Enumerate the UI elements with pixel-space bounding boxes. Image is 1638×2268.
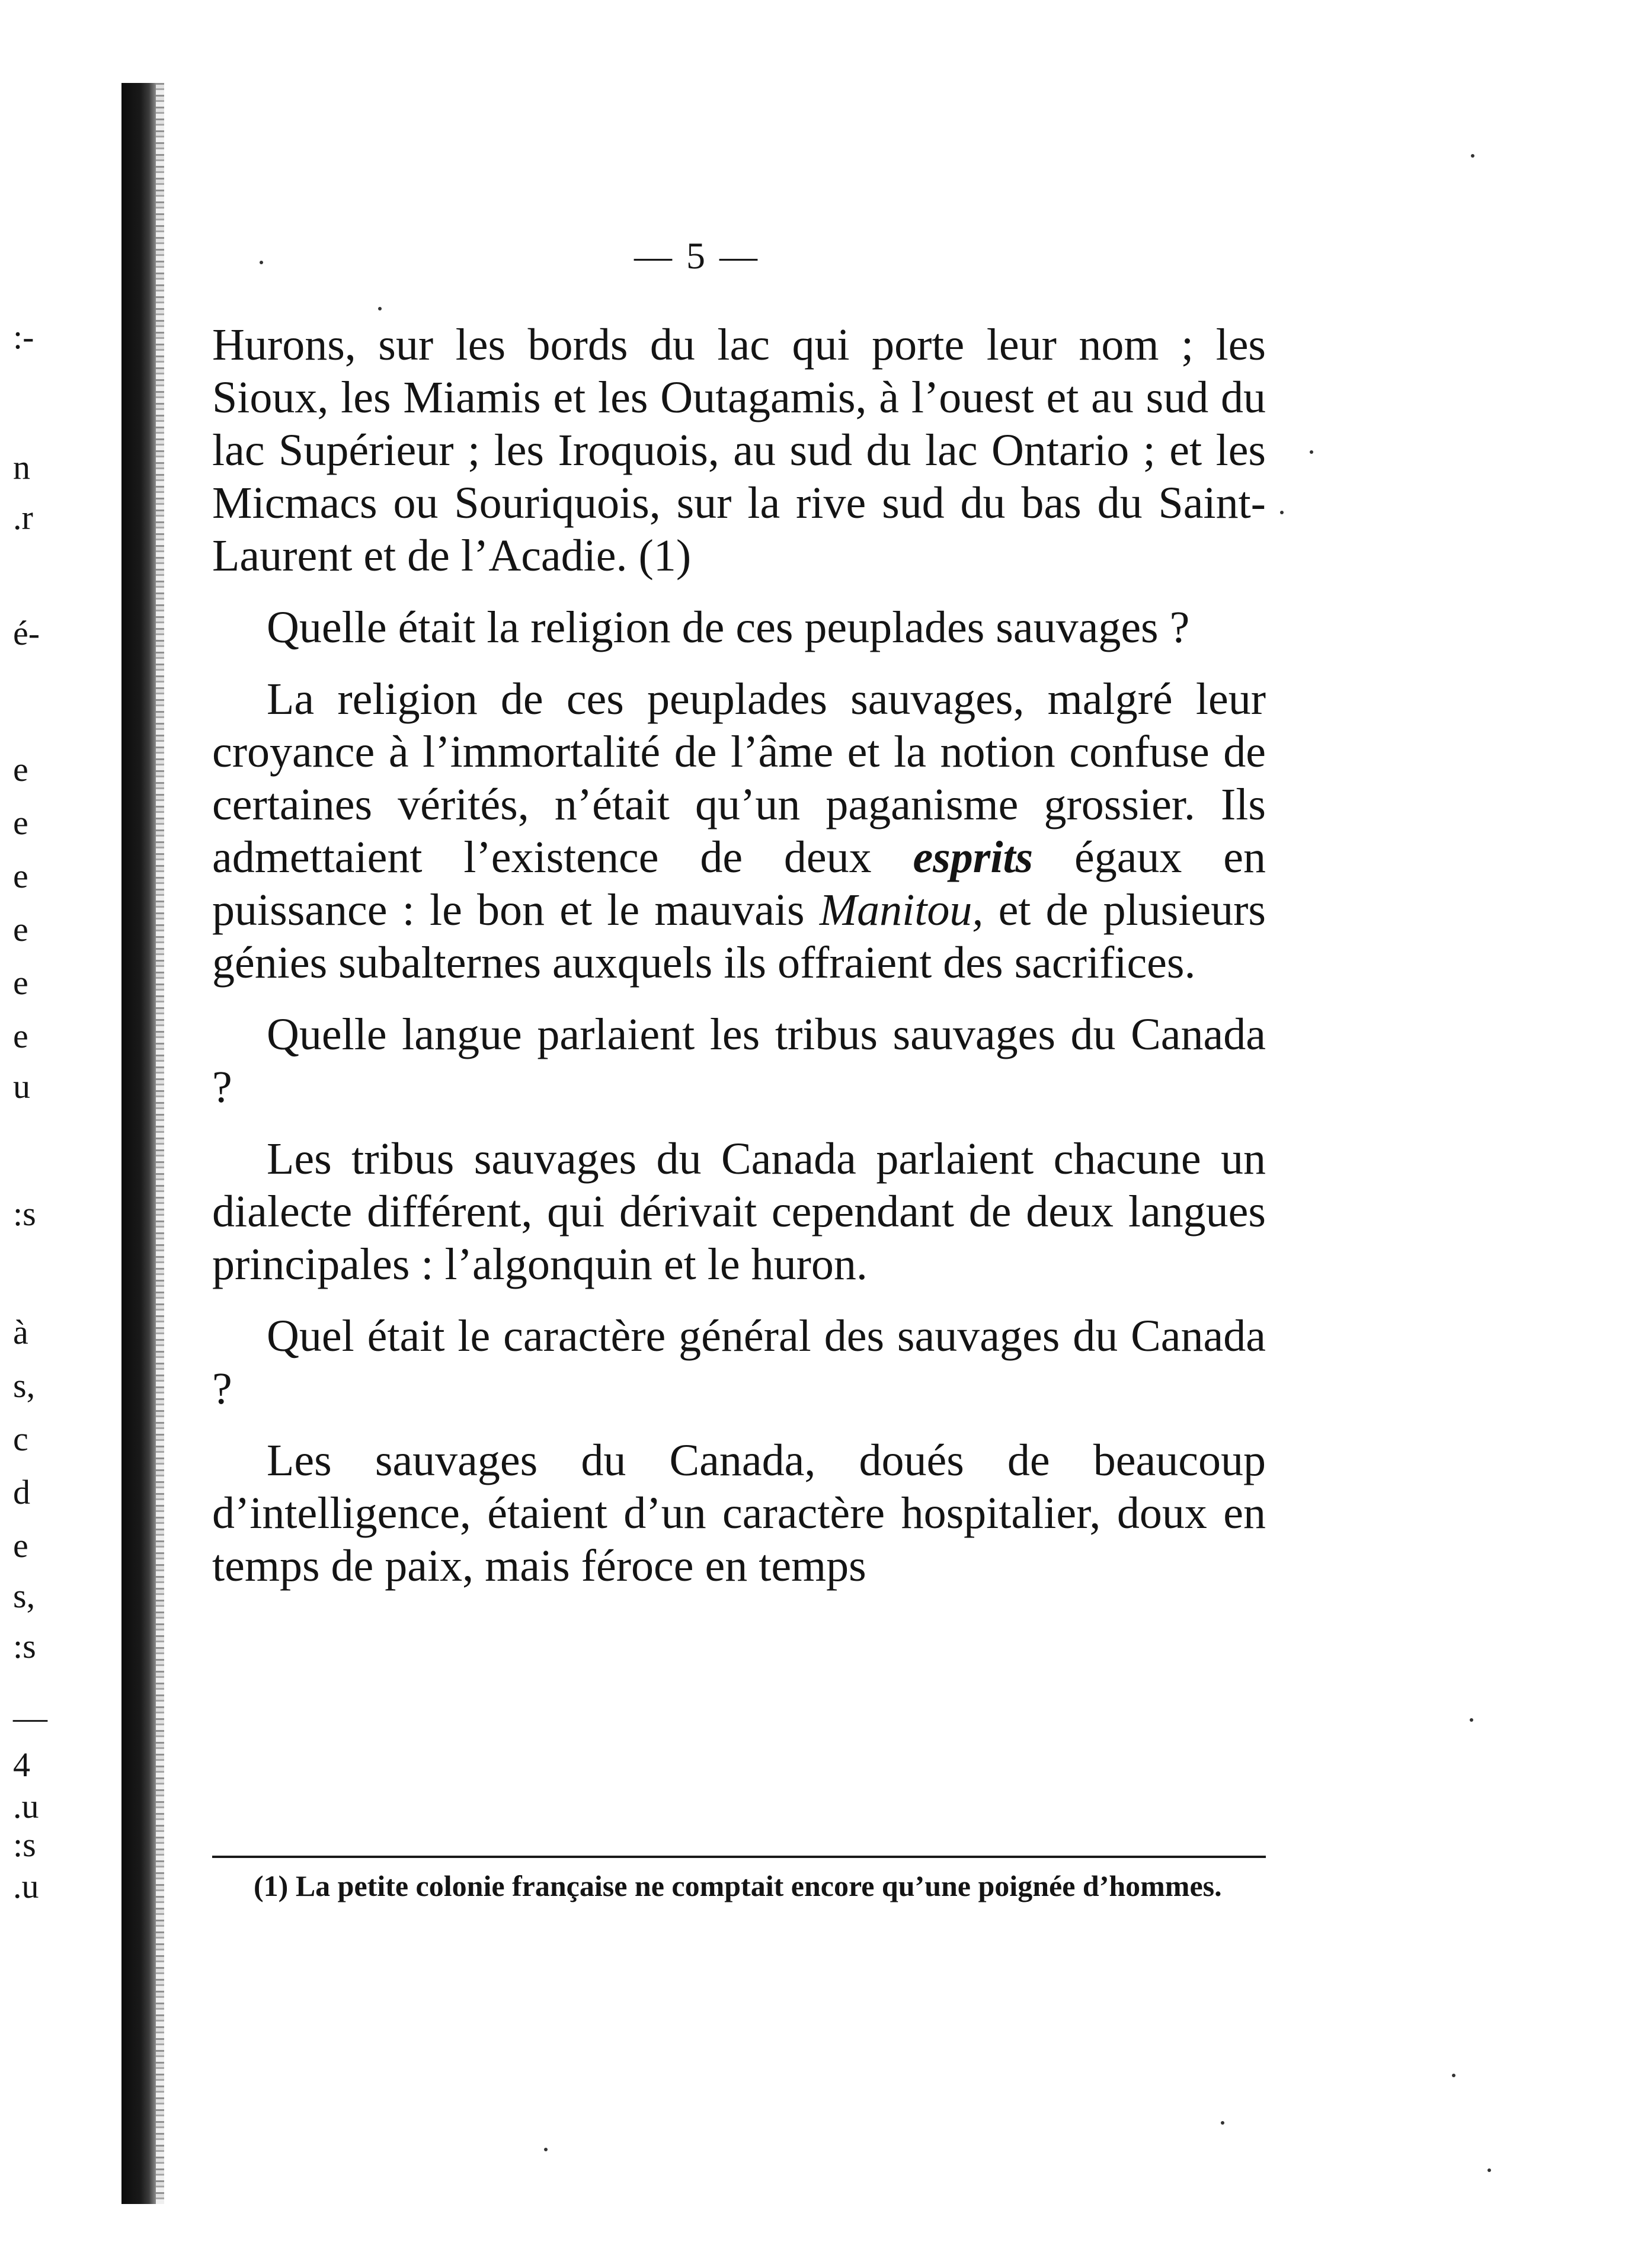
facing-page-fragments bbox=[0, 0, 113, 2268]
fragment: :- bbox=[13, 318, 34, 356]
footnote-marker: (1) bbox=[254, 1869, 289, 1902]
speck bbox=[544, 2148, 548, 2151]
question: Quelle langue parlaient les tribus sauvages du Canada ? bbox=[212, 1010, 1266, 1112]
paragraph-text: et de plusieurs génies subalternes auxquels ils offraient des sacrifices. bbox=[212, 885, 1266, 988]
fragment: 4 bbox=[13, 1745, 30, 1784]
fragment: :s bbox=[13, 1627, 36, 1665]
question: Quelle était la religion de ces peuplades sauvages ? bbox=[267, 603, 1190, 652]
speck bbox=[1471, 154, 1474, 158]
footnote bbox=[212, 1867, 1266, 1904]
fragment: d bbox=[13, 1473, 30, 1511]
paragraph: Hurons, sur les bords du lac qui porte leur nom ; les Sioux, les Miamis et les Outagamis, à l’ouest et au sud du lac Supérieur ; les Iroquois, au sud du lac Ontario ; et les Micmacs ou Souriquois, sur la rive sud du bas du Saint-Laurent et de l’Acadie. (1) bbox=[212, 320, 1266, 581]
fragment: e bbox=[13, 1526, 28, 1565]
fragment: e bbox=[13, 750, 28, 789]
emphasis-esprits: esprits bbox=[913, 832, 1034, 882]
fragment: é- bbox=[13, 614, 40, 652]
paragraph-text: La religion de ces peuplades sauvages, malgré leur croyance à l’immortalité de l’âme et la notion confuse de certaines vérités, n’était qu’un paganisme grossier. Ils admettaient l’existence de deux bbox=[212, 674, 1266, 882]
page-number: — 5 — bbox=[634, 235, 760, 277]
fragment: e bbox=[13, 910, 28, 949]
emphasis-manitou: Manitou, bbox=[819, 885, 984, 935]
footnote-divider bbox=[212, 1856, 1266, 1858]
fragment: u bbox=[13, 1067, 30, 1106]
fragment: e bbox=[13, 857, 28, 895]
fragment: — bbox=[13, 1698, 47, 1737]
speck bbox=[1221, 2121, 1224, 2125]
fragment: .u bbox=[13, 1867, 39, 1905]
footnote-body bbox=[212, 1867, 1266, 1904]
fragment: e bbox=[13, 963, 28, 1002]
footnote-text: La petite colonie française ne comptait encore qu’une poignée d’hommes. bbox=[295, 1869, 1222, 1902]
fragment: :s bbox=[13, 1825, 36, 1864]
body-text bbox=[212, 319, 1266, 1612]
fragment: :s bbox=[13, 1194, 36, 1233]
fragment: s, bbox=[13, 1577, 36, 1615]
speck bbox=[260, 261, 263, 264]
speck bbox=[1470, 1718, 1473, 1722]
binding-shadow bbox=[121, 83, 156, 2204]
speck bbox=[1280, 511, 1284, 514]
speck bbox=[378, 307, 382, 310]
speck bbox=[1310, 450, 1313, 454]
fragment: .u bbox=[13, 1787, 39, 1825]
fragment: n bbox=[13, 448, 30, 486]
fragment: s, bbox=[13, 1366, 36, 1405]
fragment: e bbox=[13, 803, 28, 842]
speck bbox=[1487, 2168, 1491, 2172]
speck bbox=[1452, 2074, 1455, 2077]
fragment: .r bbox=[13, 498, 33, 537]
paragraph-text: égaux en puissance : le bon et le mauvais bbox=[212, 832, 1266, 935]
fragment: à bbox=[13, 1313, 28, 1351]
fragment: e bbox=[13, 1017, 28, 1055]
paragraph: Les tribus sauvages du Canada parlaient chacune un dialecte différent, qui dérivait cependant de deux langues principales : l’algonquin et le huron. bbox=[212, 1134, 1266, 1289]
paragraph: Les sauvages du Canada, doués de beaucoup d’intelligence, étaient d’un caractère hospitalier, doux en temps de paix, mais féroce en temps bbox=[212, 1436, 1266, 1591]
question: Quel était le caractère général des sauvages du Canada ? bbox=[212, 1311, 1266, 1414]
fragment: c bbox=[13, 1420, 28, 1458]
paragraph bbox=[212, 673, 1266, 989]
